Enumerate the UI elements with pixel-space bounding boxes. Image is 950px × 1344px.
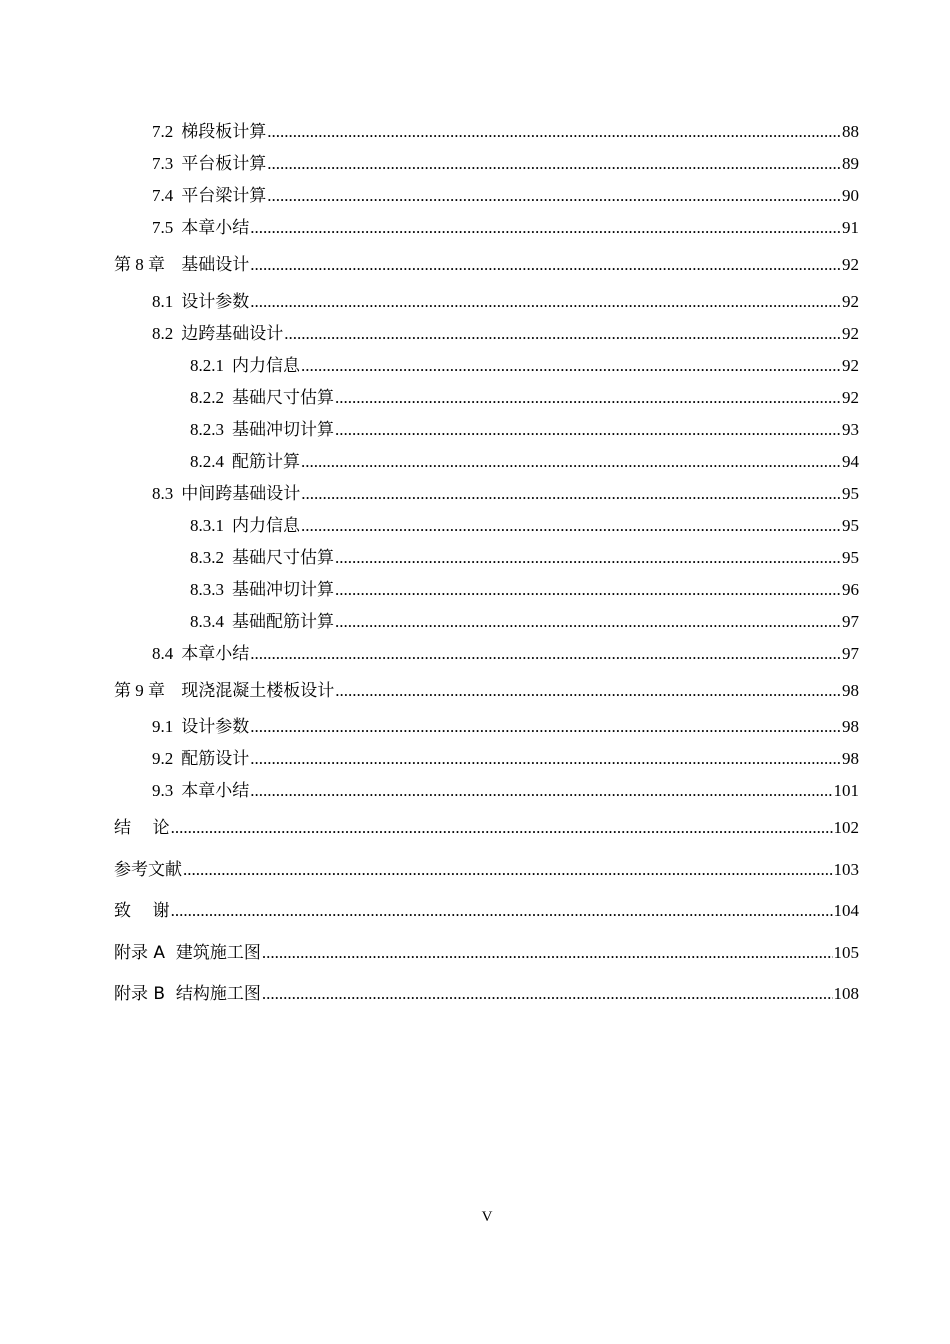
toc-entry-page: 103	[833, 859, 859, 879]
dot-leader	[335, 414, 841, 446]
toc-entry-number: 8.3.1	[190, 515, 224, 535]
toc-entry[interactable]	[114, 606, 859, 638]
toc-entry-label	[190, 574, 334, 606]
toc-entry-page: 89	[842, 154, 859, 173]
toc-entry-label	[152, 638, 249, 670]
toc-entry-number: 7.4	[152, 186, 174, 205]
toc-entry-page: 96	[842, 579, 859, 599]
toc-entry[interactable]	[114, 318, 859, 350]
toc-entry-label	[152, 212, 249, 244]
dot-leader	[171, 890, 833, 932]
toc-entry-title: 边跨基础设计	[181, 323, 284, 344]
toc-entry-title: 结 论	[114, 818, 170, 838]
toc-entry-page: 92	[842, 255, 859, 274]
dot-leader	[284, 318, 841, 350]
dot-leader	[183, 849, 833, 891]
toc-entry-page: 104	[833, 901, 859, 920]
toc-entry-label	[190, 382, 334, 414]
toc-entry[interactable]	[114, 446, 859, 478]
toc-entry-label	[152, 478, 300, 510]
toc-entry-number: 8.4	[152, 643, 174, 663]
toc-entry-page: 105	[833, 942, 859, 962]
toc-entry-number: 8.3.3	[190, 579, 224, 599]
toc-entry-label	[152, 116, 266, 148]
toc-entry-page: 95	[842, 483, 859, 503]
toc-entry-title: 梯段板计算	[181, 122, 267, 142]
toc-entry-number: 7.3	[152, 154, 174, 173]
toc-entry-title: 中间跨基础设计	[181, 483, 301, 504]
toc-chapter-entry[interactable]	[114, 849, 859, 891]
dot-leader	[301, 510, 841, 542]
toc-entry-page: 98	[842, 749, 859, 768]
toc-entry-title: 配筋计算	[232, 451, 300, 472]
toc-entry[interactable]	[114, 638, 859, 670]
toc-entry-number: 7.5	[152, 218, 174, 237]
toc-entry-page: 92	[842, 291, 859, 311]
toc-entry-title: 基础配筋计算	[232, 611, 334, 632]
dot-leader	[250, 212, 841, 244]
toc-entry[interactable]	[114, 148, 859, 180]
toc-entry-title: 本章小结	[181, 218, 250, 238]
dot-leader	[335, 606, 841, 638]
toc-entry-title: 内力信息	[232, 515, 300, 536]
toc-entry-label	[152, 180, 266, 212]
toc-entry-label	[114, 933, 261, 975]
toc-entry-title: 基础尺寸估算	[232, 387, 334, 408]
toc-entry-page: 97	[842, 643, 859, 663]
toc-entry[interactable]	[114, 743, 859, 775]
dot-leader	[250, 711, 841, 743]
toc-entry-title: 基础冲切计算	[232, 419, 334, 440]
toc-entry-label	[114, 670, 334, 713]
toc-entry-page: 90	[842, 186, 859, 205]
toc-entry-number: 8.3	[152, 483, 174, 503]
page-number: V	[481, 1209, 493, 1225]
toc-entry-label	[114, 808, 170, 850]
toc-entry[interactable]	[114, 116, 859, 148]
toc-entry-label	[152, 148, 266, 180]
toc-entry-title: 本章小结	[181, 643, 250, 664]
table-of-contents	[114, 116, 859, 1015]
toc-entry-number: 8.2.1	[190, 355, 224, 375]
toc-entry-label	[190, 606, 334, 638]
dot-leader	[250, 775, 832, 807]
toc-entry-page: 108	[833, 984, 859, 1003]
toc-entry[interactable]	[114, 542, 859, 574]
toc-entry-title: 平台板计算	[181, 154, 267, 174]
toc-entry-label	[152, 775, 249, 807]
toc-entry-number: 8.2.4	[190, 451, 224, 471]
toc-entry[interactable]	[114, 382, 859, 414]
toc-entry-number: 第 9 章	[114, 680, 165, 700]
dot-leader	[250, 244, 841, 286]
toc-entry-number: 8.3.4	[190, 611, 224, 631]
toc-entry-number: 9.2	[152, 749, 174, 768]
toc-entry-number: 8.2.2	[190, 387, 224, 407]
toc-entry-label	[114, 974, 261, 1016]
toc-entry-page: 101	[833, 781, 859, 800]
toc-entry-label	[152, 743, 249, 775]
toc-entry[interactable]	[114, 510, 859, 542]
toc-entry-label	[152, 318, 283, 350]
toc-entry-title: 附录 B 结构施工图	[114, 984, 261, 1004]
toc-entry-page: 102	[833, 818, 859, 837]
dot-leader	[250, 286, 841, 318]
dot-leader	[301, 446, 841, 478]
toc-entry-label	[152, 711, 249, 743]
dot-leader	[335, 542, 841, 574]
dot-leader	[267, 148, 841, 180]
toc-entry-title: 参考文献	[114, 859, 182, 880]
toc-entry[interactable]	[114, 180, 859, 212]
toc-entry-label	[114, 891, 170, 933]
toc-entry[interactable]	[114, 350, 859, 382]
dot-leader	[250, 638, 841, 670]
toc-entry[interactable]	[114, 775, 859, 807]
toc-entry-label	[190, 414, 334, 446]
toc-entry-number: 8.2.3	[190, 419, 224, 439]
toc-entry-page: 98	[842, 717, 859, 736]
toc-entry-page: 88	[842, 122, 859, 141]
toc-entry-label	[190, 542, 334, 574]
toc-entry-title: 设计参数	[181, 291, 250, 312]
toc-entry-page: 91	[842, 218, 859, 237]
toc-chapter-entry[interactable]	[114, 807, 859, 849]
dot-leader	[171, 807, 833, 849]
toc-entry-title: 本章小结	[181, 781, 250, 801]
dot-leader	[262, 973, 833, 1015]
toc-entry-title: 设计参数	[181, 717, 250, 737]
toc-entry[interactable]	[114, 711, 859, 743]
toc-entry[interactable]	[114, 286, 859, 318]
toc-entry-label	[190, 350, 300, 382]
toc-entry-page: 95	[842, 547, 859, 567]
toc-entry-number: 9.1	[152, 717, 174, 736]
toc-entry-page: 98	[842, 680, 859, 700]
toc-entry-page: 93	[842, 419, 859, 439]
toc-entry-title: 现浇混凝土楼板设计	[181, 680, 335, 701]
toc-entry-label	[114, 244, 249, 287]
toc-entry-number: 8.1	[152, 291, 174, 311]
toc-entry-label	[114, 850, 182, 892]
toc-entry-page: 95	[842, 515, 859, 535]
toc-entry-number: 9.3	[152, 781, 174, 800]
toc-entry-page: 92	[842, 387, 859, 407]
dot-leader	[262, 932, 833, 974]
toc-entry[interactable]	[114, 478, 859, 510]
toc-entry-label	[190, 510, 300, 542]
toc-entry-page: 97	[842, 611, 859, 631]
toc-entry-number: 8.2	[152, 323, 174, 343]
dot-leader	[250, 743, 841, 775]
toc-entry-title: 致 谢	[114, 901, 170, 921]
toc-entry-title: 内力信息	[232, 355, 300, 376]
toc-entry-label	[152, 286, 249, 318]
toc-chapter-entry[interactable]	[114, 670, 859, 712]
toc-entry-title: 配筋设计	[181, 749, 250, 769]
toc-entry-page: 94	[842, 451, 859, 471]
toc-entry-page: 92	[842, 355, 859, 375]
toc-entry[interactable]	[114, 414, 859, 446]
toc-entry[interactable]	[114, 574, 859, 606]
toc-entry-title: 平台梁计算	[181, 186, 267, 206]
toc-chapter-entry[interactable]	[114, 932, 859, 974]
toc-entry-number: 第 8 章	[114, 255, 165, 274]
toc-entry-title: 基础尺寸估算	[232, 547, 334, 568]
toc-entry-label	[190, 446, 300, 478]
toc-chapter-entry[interactable]	[114, 890, 859, 932]
dot-leader	[267, 116, 841, 148]
toc-entry-title: 基础设计	[181, 255, 250, 275]
toc-entry-title: 基础冲切计算	[232, 579, 334, 600]
dot-leader	[301, 350, 841, 382]
toc-entry[interactable]	[114, 212, 859, 244]
toc-chapter-entry[interactable]	[114, 973, 859, 1015]
dot-leader	[301, 478, 841, 510]
dot-leader	[335, 670, 841, 712]
dot-leader	[335, 382, 841, 414]
dot-leader	[267, 180, 841, 212]
toc-entry-page: 92	[842, 323, 859, 343]
toc-entry-title: 附录 A 建筑施工图	[114, 942, 261, 963]
toc-entry-number: 7.2	[152, 122, 174, 141]
dot-leader	[335, 574, 841, 606]
toc-chapter-entry[interactable]	[114, 244, 859, 286]
toc-entry-number: 8.3.2	[190, 547, 224, 567]
